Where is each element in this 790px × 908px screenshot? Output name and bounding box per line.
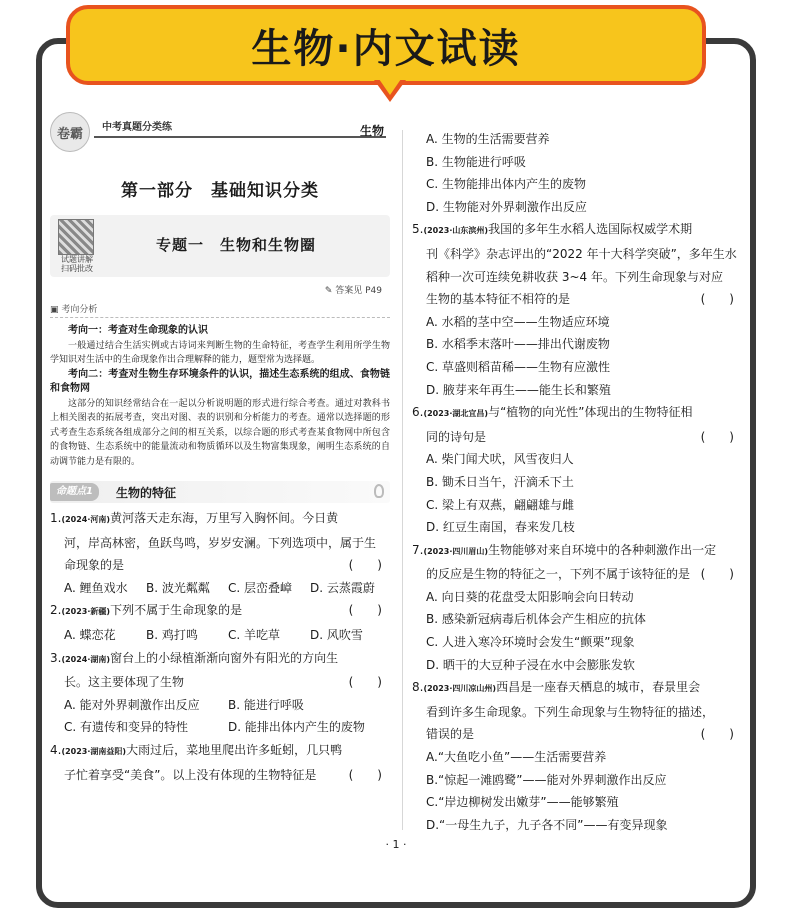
topic-title: 专题一 生物和生物圈	[156, 236, 317, 254]
q-text: 看到许多生命现象。下列生命现象与生物特征的描述，	[426, 704, 715, 719]
answer-reference-text: 答案见 P49	[335, 286, 382, 296]
exam-analysis-heading-text: 考向分析	[61, 305, 98, 315]
t1-title: 考向一：考查对生命现象的认识	[68, 325, 208, 336]
q-source: (2023·四川凉山州)	[423, 684, 497, 694]
question-8	[412, 676, 742, 836]
option-a[interactable]: A. 生物的生活需要营养	[426, 132, 550, 146]
q-text: 生物能够对来自环境中的各种刺激作出一定	[488, 542, 717, 557]
option-a[interactable]: A. 向日葵的花盘受太阳影响会向日转动	[426, 589, 634, 604]
question-6	[412, 401, 742, 539]
q-num: 6.	[412, 405, 424, 420]
option-c[interactable]: C. 层峦叠嶂	[228, 580, 293, 595]
q-text: 命现象的是	[64, 558, 125, 573]
q-text: 同的诗句是	[426, 429, 487, 444]
subject-label: 生物	[359, 124, 384, 138]
option-d[interactable]: D. 生物能对外界刺激作出反应	[426, 199, 587, 214]
document-page	[46, 110, 746, 880]
q-num: 4.	[50, 742, 62, 757]
t1-text: 一般通过结合生活实例或古诗词来判断生物的生命特征，考查学生利用所学生物学知识对生活中的生命现象作出合理解释的能力，题型常为选择题。	[50, 340, 390, 365]
option-a[interactable]: A. 柴门闻犬吠，风雪夜归人	[426, 452, 574, 467]
topic-box	[50, 215, 390, 277]
q-text: 西昌是一座春天栖息的城市，春景里会	[496, 680, 701, 695]
exam-analysis-heading: ▣ 考向分析	[50, 302, 390, 318]
q-text: 错误的是	[426, 727, 475, 742]
answer-blank[interactable]: ( )	[700, 292, 734, 307]
q-num: 5.	[412, 222, 424, 237]
option-c[interactable]: C.“岸边柳树发出嫩芽”——能够繁殖	[426, 795, 619, 810]
answer-blank[interactable]: ( )	[700, 727, 734, 742]
option-a[interactable]: A. 能对外界刺激作出反应	[64, 697, 200, 712]
page-number: · 1 ·	[385, 838, 407, 851]
answer-blank[interactable]: ( )	[700, 429, 734, 444]
option-d[interactable]: D. 腋芽来年再生——能生长和繁殖	[426, 382, 611, 397]
option-d[interactable]: D. 晒干的大豆种子浸在水中会膨胀发软	[426, 657, 635, 672]
flame-icon	[374, 484, 384, 498]
q-num: 1.	[50, 511, 62, 525]
option-c[interactable]: C. 人进入寒冷环境时会发生“颤栗”现象	[426, 635, 635, 650]
question-1	[50, 507, 390, 599]
option-row	[50, 716, 390, 739]
q-text: 刊《科学》杂志评出的“2022 年十大科学突破”，多年生水	[426, 246, 737, 261]
q-text: 子忙着享受“美食”。以上没有体现的生物特征是	[64, 767, 317, 782]
option-b[interactable]: B.“惊起一滩鸥鹭”——能对外界刺激作出反应	[426, 772, 667, 787]
option-row	[50, 577, 390, 600]
q-num: 7.	[412, 542, 424, 557]
qr-caption-line-1: 试题讲解	[61, 255, 93, 264]
qr-code-icon[interactable]	[58, 219, 94, 255]
left-column	[50, 110, 390, 786]
question-7	[412, 539, 742, 677]
question-4	[50, 739, 390, 786]
question-2	[50, 599, 390, 646]
question-3	[50, 647, 390, 739]
q-num: 2.	[50, 603, 62, 618]
q-text: 稻种一次可连续免耕收获 3~4 年。下列生命现象与对应	[426, 269, 723, 284]
q-source: (2023·山东滨州)	[423, 226, 489, 236]
q-num: 8.	[412, 680, 424, 695]
option-b[interactable]: B. 锄禾日当午，汗滴禾下土	[426, 474, 574, 489]
q-source: (2024·河南)	[61, 515, 111, 524]
q-text: 黄河落天走东海，万里写入胸怀间。今日黄	[110, 511, 339, 525]
series-name: 中考真题分类练	[102, 122, 172, 133]
question-5	[412, 218, 742, 401]
question-4-options	[412, 128, 742, 218]
header-rule	[94, 136, 386, 138]
q-text: 生物的基本特征不相符的是	[426, 292, 571, 307]
option-b[interactable]: B. 鸡打鸣	[146, 627, 198, 642]
option-d[interactable]: D. 能排出体内产生的废物	[228, 720, 365, 735]
option-b[interactable]: B. 生物能进行呼吸	[426, 154, 526, 169]
option-d[interactable]: D. 云蒸霞蔚	[310, 580, 375, 595]
answer-blank[interactable]: ( )	[348, 558, 382, 573]
option-a[interactable]: A.“大鱼吃小鱼”——生活需要营养	[426, 750, 607, 765]
q-text: 长。这主要体现了生物	[64, 675, 185, 690]
q-text: 大雨过后，菜地里爬出许多蚯蚓，几只鸭	[126, 742, 343, 757]
option-row	[50, 694, 390, 717]
t2-text: 这部分的知识经常结合在一起以分析说明题的形式进行综合考查。通过对教科书上相关图表的拓展考查，突出对图、表的识别和分析能力的考查。通常以选择题的形式考查生态系统各组成部分之间的相互关系，以综合题的形式考查某食物网中所包含的食物链、生态系统中的能量流动和物质循环以及生物富集现象，阐明生态系统的自动调节能力是有限的。	[50, 398, 390, 467]
option-b[interactable]: B. 水稻季末落叶——排出代谢废物	[426, 337, 610, 352]
option-b[interactable]: B. 波光粼粼	[146, 580, 210, 595]
answer-blank[interactable]: ( )	[348, 767, 382, 782]
answer-blank[interactable]: ( )	[700, 567, 734, 582]
answer-blank[interactable]: ( )	[348, 675, 382, 690]
option-a[interactable]: A. 水稻的茎中空——生物适应环境	[426, 314, 610, 329]
page-header	[50, 110, 390, 152]
q-text: 河，岸高林密，鱼跃鸟鸣，岁岁安澜。下列选项中，属于生	[64, 535, 377, 550]
title-banner	[66, 5, 706, 85]
option-d[interactable]: D. 红豆生南国，春来发几枝	[426, 520, 575, 535]
banner-pointer-fill	[379, 79, 401, 95]
q-num: 3.	[50, 650, 62, 665]
q-text: 窗台上的小绿植渐渐向窗外有阳光的方向生	[110, 650, 339, 665]
option-c[interactable]: C. 生物能排出体内产生的废物	[426, 177, 587, 192]
brand-logo-icon: 卷霸	[50, 112, 90, 152]
banner-title: 生物·内文试读	[251, 25, 521, 72]
answer-blank[interactable]: ( )	[348, 603, 382, 618]
exam-analysis	[50, 324, 390, 469]
q-text: 我国的多年生水稻人选国际权威学术期	[488, 222, 693, 237]
q-text: 与“植物的向光性”体现出的生物特征相	[488, 405, 693, 420]
column-divider	[402, 130, 403, 830]
command-point-tag: 命题点1	[50, 483, 99, 501]
option-b[interactable]: B. 能进行呼吸	[228, 697, 304, 712]
q-text: 下列不属于生命现象的是	[110, 603, 243, 618]
q-text: 的反应是生物的特征之一，下列不属于该特征的是	[426, 567, 691, 582]
option-a[interactable]: A. 蝶恋花	[64, 627, 116, 642]
command-point-bar	[50, 481, 390, 503]
option-c[interactable]: C. 梁上有双燕，翩翩雄与雌	[426, 497, 575, 512]
option-d[interactable]: D. 风吹雪	[310, 627, 363, 642]
command-point-name: 生物的特征	[116, 486, 177, 500]
qr-caption	[54, 255, 100, 273]
q-source: (2023·四川眉山)	[423, 546, 489, 556]
option-c[interactable]: C. 羊吃草	[228, 627, 281, 642]
part-title: 第一部分 基础知识分类	[121, 181, 319, 201]
option-b[interactable]: B. 感染新冠病毒后机体会产生相应的抗体	[426, 612, 646, 627]
q-source: (2024·湖南)	[61, 654, 111, 664]
q-source: (2023·新疆)	[61, 607, 111, 617]
option-d[interactable]: D.“一母生九子，九子各不同”——有变异现象	[426, 817, 668, 832]
answer-reference: ✎ 答案见 P49	[324, 286, 382, 296]
option-c[interactable]: C. 草盛则稻苗稀——生物有应激性	[426, 359, 611, 374]
qr-caption-line-2: 扫码批改	[61, 264, 93, 273]
right-column	[412, 128, 742, 836]
q-source: (2023·湖北宜昌)	[423, 409, 489, 419]
option-a[interactable]: A. 鲤鱼戏水	[64, 580, 128, 595]
t2-title: 考向二：考查对生物生存环境条件的认识，描述生态系统的组成、食物链和食物网	[50, 368, 390, 394]
q-source: (2023·湖南益阳)	[61, 746, 127, 756]
option-c[interactable]: C. 有遗传和变异的特性	[64, 720, 189, 735]
option-row	[50, 624, 390, 647]
